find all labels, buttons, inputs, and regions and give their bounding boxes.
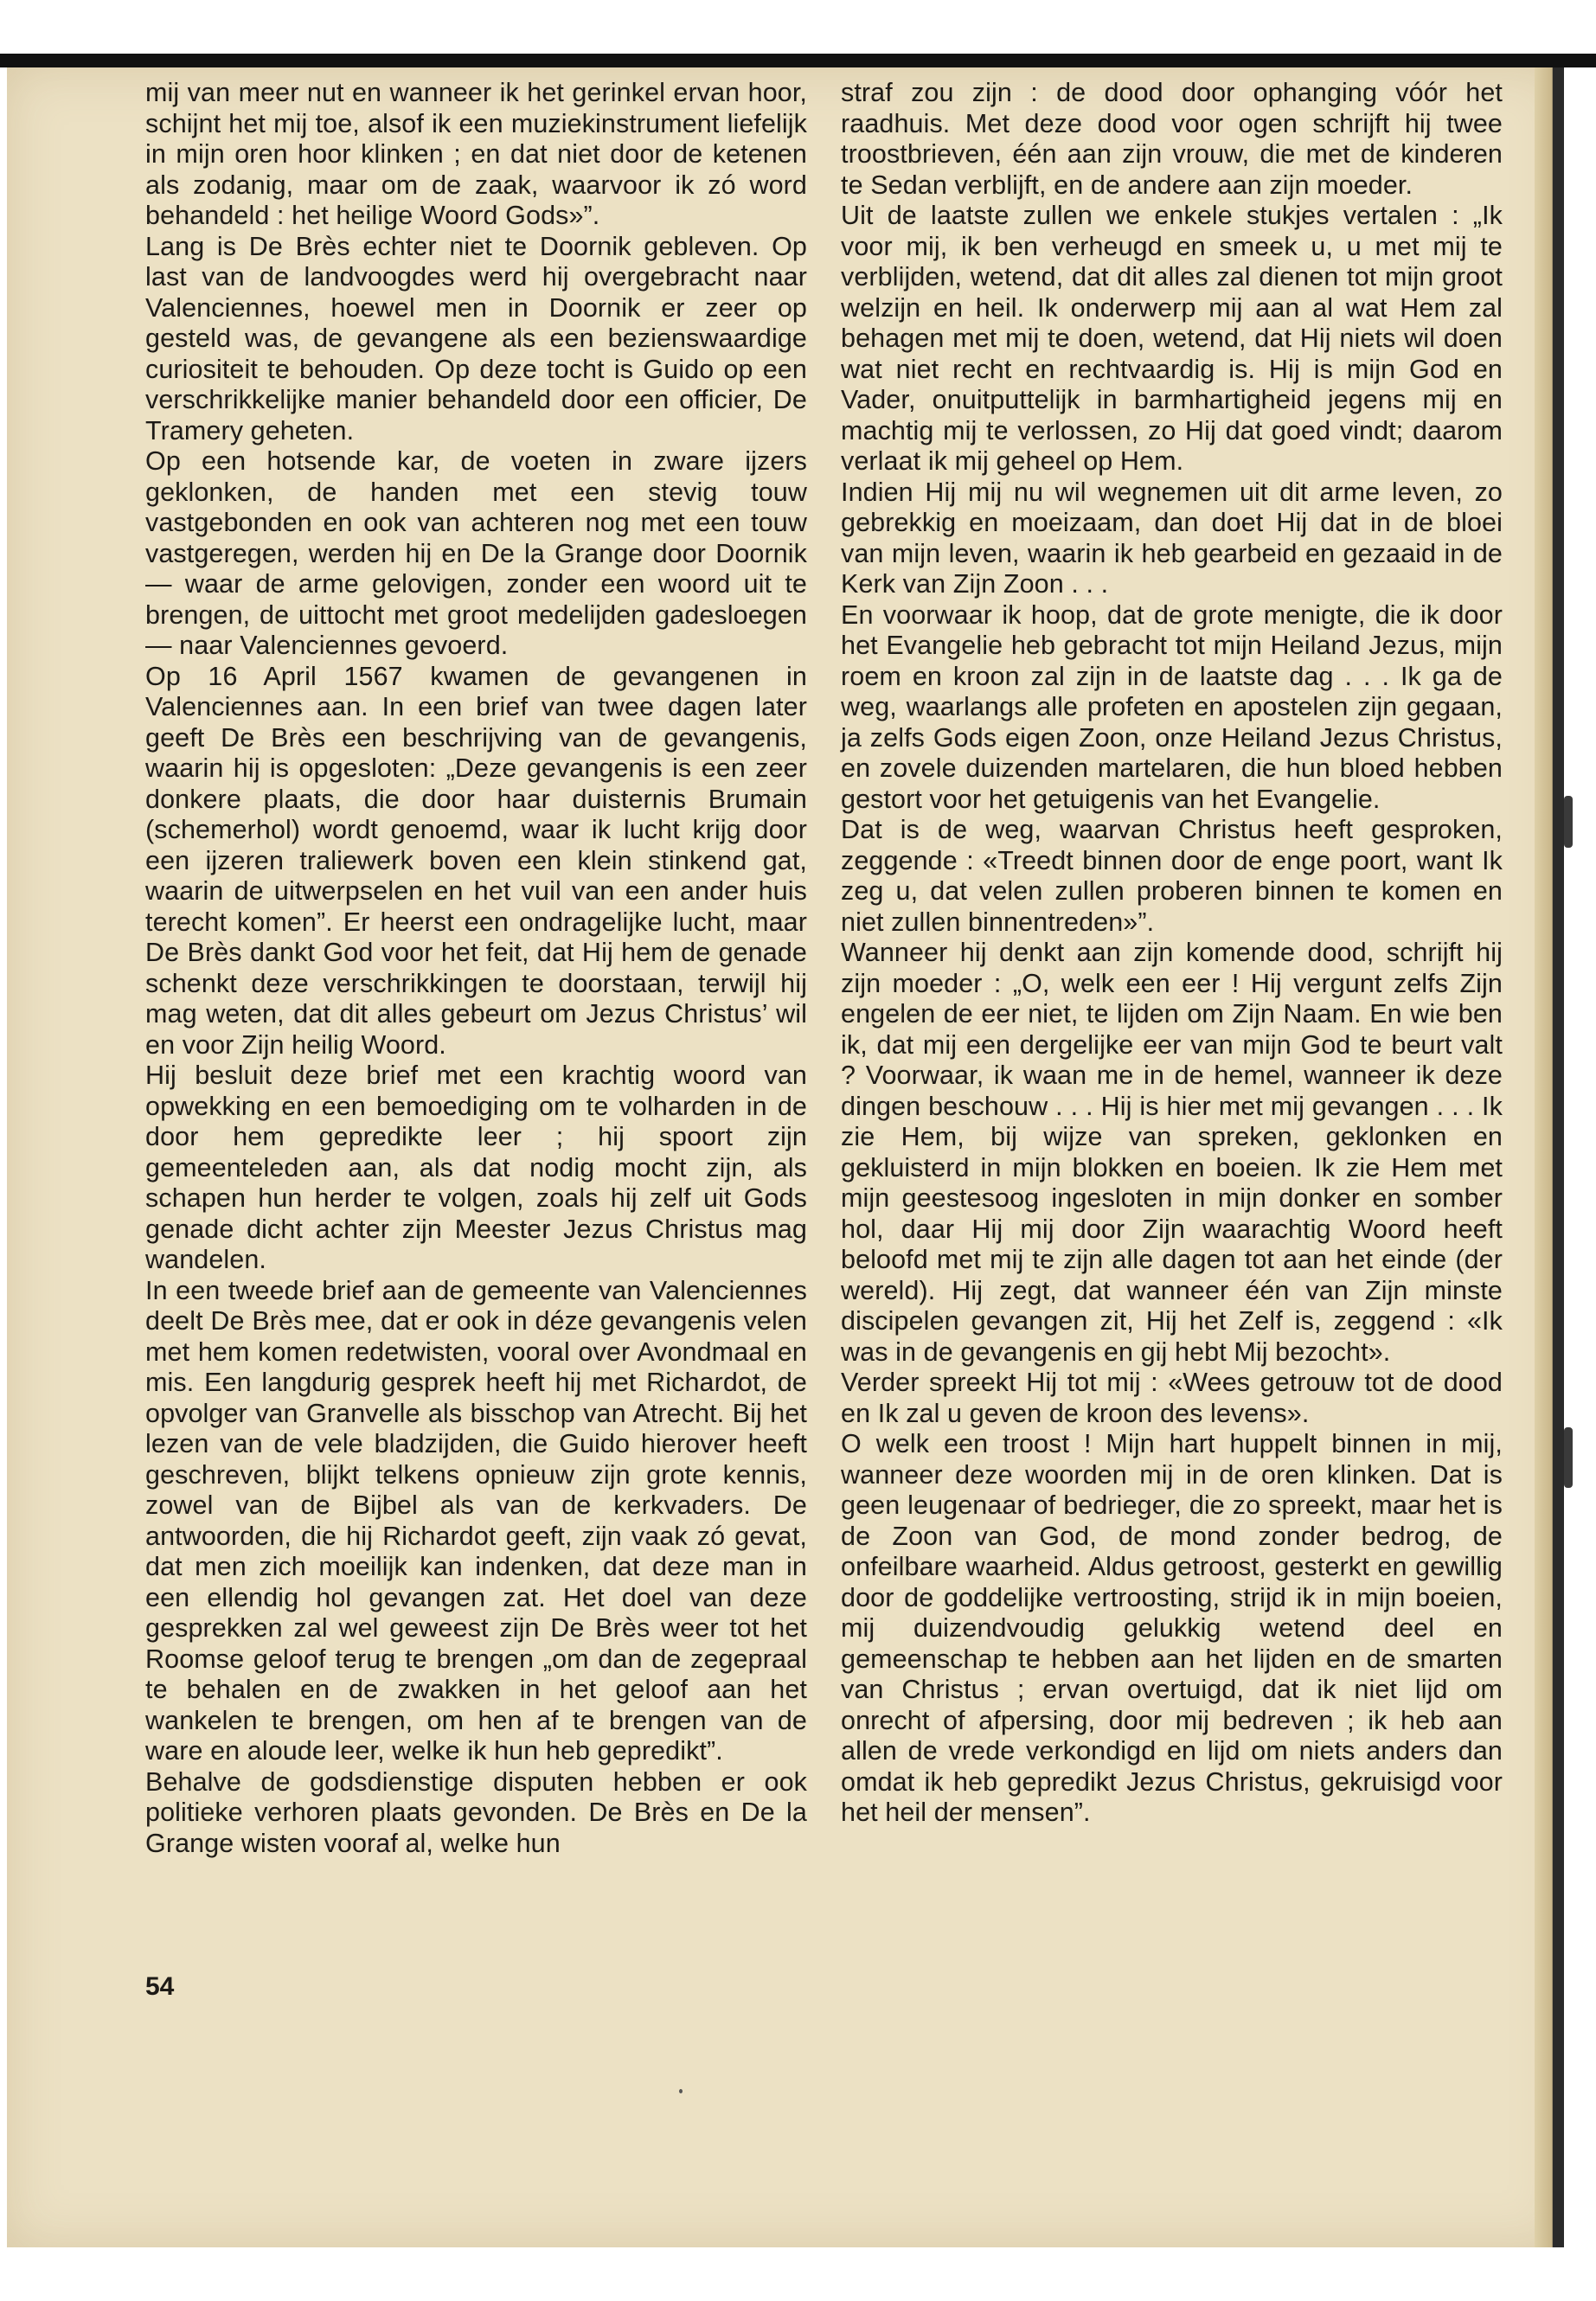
page-number: 54 [145, 1972, 175, 2001]
binding-clip-mark [1564, 796, 1573, 848]
scan-top-border [0, 54, 1596, 67]
left-text-column [145, 78, 807, 1859]
right-text-column [841, 78, 1503, 1829]
paragraph: Dat is de weg, waarvan Christus heeft gesproken, zeggende : «Treedt binnen door de enge poort, want Ik zeg u, dat velen zullen proberen binnen te komen en niet zullen binnentreden»”. [841, 815, 1503, 937]
binding-clip-mark [1564, 1427, 1573, 1488]
book-spine-edge [1535, 67, 1564, 2247]
paragraph: Wanneer hij denkt aan zijn komende dood, schrijft hij zijn moeder : „O, welk een eer ! Hij vergunt zelfs Zijn engelen de eer niet, te lijden om Zijn Naam. En wie ben ik, dat mij een dergelijke eer van mijn God te beurt valt ? Voorwaar, ik waan me in de hemel, wanneer ik deze dingen beschouw . . . Hij is hier met mij gevangen . . . Ik zie Hem, bij wijze van spreken, geklonken en gekluisterd in mijn blokken en boeien. Ik zie Hem met mijn geestesoog ingesloten in mijn donker en somber hol, daar Hij mij door Zijn waarachtig Woord heeft beloofd met mij te zijn alle dagen tot aan het einde (der wereld). Hij zegt, dat wanneer één van Zijn minste discipelen gevangen zit, Hij het Zelf is, zeggend : «Ik was in de gevangenis en gij hebt Mij bezocht». [841, 938, 1503, 1367]
paper-speck [679, 2089, 683, 2093]
paragraph: Uit de laatste zullen we enkele stukjes vertalen : „Ik voor mij, ik ben verheugd en smeek u, u met mij te verblijden, wetend, dat dit alles zal dienen tot mijn groot welzijn en heil. Ik onderwerp mij aan al wat Hem zal behagen met mij te doen, wetend, dat Hij niets wil doen wat niet recht en rechtvaardig is. Hij is mijn God en Vader, onuitputtelijk in barmhartigheid jegens mij en machtig mij te verlossen, zo Hij dat goed vindt; daarom verlaat ik mij geheel op Hem. [841, 201, 1503, 476]
paragraph: Op 16 April 1567 kwamen de gevangenen in Valenciennes aan. In een brief van twee dagen later geeft De Brès een beschrijving van de gevangenis, waarin hij is opgesloten: „Deze gevangenis is een zeer donkere plaats, die door haar duisternis Brumain (schemerhol) wordt genoemd, waar ik lucht krijg door een ijzeren traliewerk boven een klein stinkend gat, waarin de uitwerpselen en het vuil van een ander huis terecht komen”. Er heerst een ondragelijke lucht, maar De Brès dankt God voor het feit, dat Hij hem de genade schenkt deze verschrikkingen te doorstaan, terwijl hij mag weten, dat dit alles gebeurt om Jezus Christus’ wil en voor Zijn heilig Woord. [145, 661, 807, 1060]
paragraph: Lang is De Brès echter niet te Doornik gebleven. Op last van de landvoogdes werd hij overgebracht naar Valenciennes, hoewel men in Doornik er zeer op gesteld was, de gevangene als een bezienswaardige curiositeit te behouden. Op deze tocht is Guido op een verschrikkelijke manier behandeld door een officier, De Tramery geheten. [145, 231, 807, 445]
paragraph: In een tweede brief aan de gemeente van Valenciennes deelt De Brès mee, dat er ook in déze gevangenis velen met hem komen redetwisten, vooral over Avondmaal en mis. Een langdurig gesprek heeft hij met Richardot, de opvolger van Granvelle als bisschop van Atrecht. Bij het lezen van de vele bladzijden, die Guido hierover heeft geschreven, blijkt telkens opnieuw zijn grote kennis, zowel van de Bijbel als van de kerkvaders. De antwoorden, die hij Richardot geeft, zijn vaak zó gevat, dat men zich moeilijk kan indenken, dat deze man in een ellendig hol gevangen zat. Het doel van deze gesprekken zal wel geweest zijn De Brès weer tot het Roomse geloof terug te brengen „om dan de zegepraal te behalen en de zwakken in het geloof aan het wankelen te brengen, om hen af te brengen van de ware en aloude leer, welke ik hun heb gepredikt”. [145, 1275, 807, 1766]
paragraph: mij van meer nut en wanneer ik het gerinkel ervan hoor, schijnt het mij toe, alsof ik een muziekinstrument liefelijk in mijn oren hoor klinken ; en dat niet door de ketenen als zodanig, maar om de zaak, waarvoor ik zó word behandeld : het heilige Woord Gods»”. [145, 78, 807, 230]
paragraph: Op een hotsende kar, de voeten in zware ijzers geklonken, de handen met een stevig touw vastgebonden en ook van achteren nog met een touw vastgeregen, werden hij en De la Grange door Doornik — waar de arme gelovigen, zonder een woord uit te brengen, de uittocht met groot medelijden gadesloegen — naar Valenciennes gevoerd. [145, 446, 807, 660]
paragraph: Indien Hij mij nu wil wegnemen uit dit arme leven, zo gebrekkig en moeizaam, dan doet Hij dat in de bloei van mijn leven, waarin ik heb gearbeid en gezaaid in de Kerk van Zijn Zoon . . . [841, 477, 1503, 599]
paragraph: Behalve de godsdienstige disputen hebben er ook politieke verhoren plaats gevonden. De Brès en De la Grange wisten vooraf al, welke hun [145, 1766, 807, 1858]
paragraph: Verder spreekt Hij tot mij : «Wees getrouw tot de dood en Ik zal u geven de kroon des levens». [841, 1368, 1503, 1428]
paragraph: Hij besluit deze brief met een krachtig woord van opwekking en een bemoediging om te volharden in de door hem gepredikte leer ; hij spoort zijn gemeenteleden aan, als dat nodig mocht zijn, als schapen hun herder te volgen, zoals hij zelf uit Gods genade dicht achter zijn Meester Jezus Christus mag wandelen. [145, 1061, 807, 1274]
paragraph: En voorwaar ik hoop, dat de grote menigte, die ik door het Evangelie heb gebracht tot mijn Heiland Jezus, mijn roem en kroon zal zijn in de laatste dag . . . Ik ga de weg, waarlangs alle profeten en apostelen zijn gegaan, ja zelfs Gods eigen Zoon, onze Heiland Jezus Christus, en zovele duizenden martelaren, die hun bloed hebben gestort voor het getuigenis van het Evangelie. [841, 599, 1503, 814]
paragraph: straf zou zijn : de dood door ophanging vóór het raadhuis. Met deze dood voor ogen schrijft hij twee troostbrieven, één aan zijn vrouw, die met de kinderen te Sedan verblijft, en de andere aan zijn moeder. [841, 78, 1503, 200]
paragraph: O welk een troost ! Mijn hart huppelt binnen in mij, wanneer deze woorden mij in de oren klinken. Dat is geen leugenaar of bedrieger, die zo spreekt, maar het is de Zoon van God, de mond zonder bedrog, de onfeilbare waarheid. Aldus getroost, gesterkt en gewillig door de goddelijke vertroosting, strijd ik in mijn boeien, mij duizendvoudig gelukkig wetend deel en gemeenschap te hebben aan het lijden en de smarten van Christus ; ervan overtuigd, dat ik niet lijd om onrecht of afpersing, door mij bedreven ; ik heb aan allen de vrede verkondigd en lijd om niets anders dan omdat ik heb gepredikt Jezus Christus, gekruisigd voor het heil der mensen”. [841, 1429, 1503, 1827]
